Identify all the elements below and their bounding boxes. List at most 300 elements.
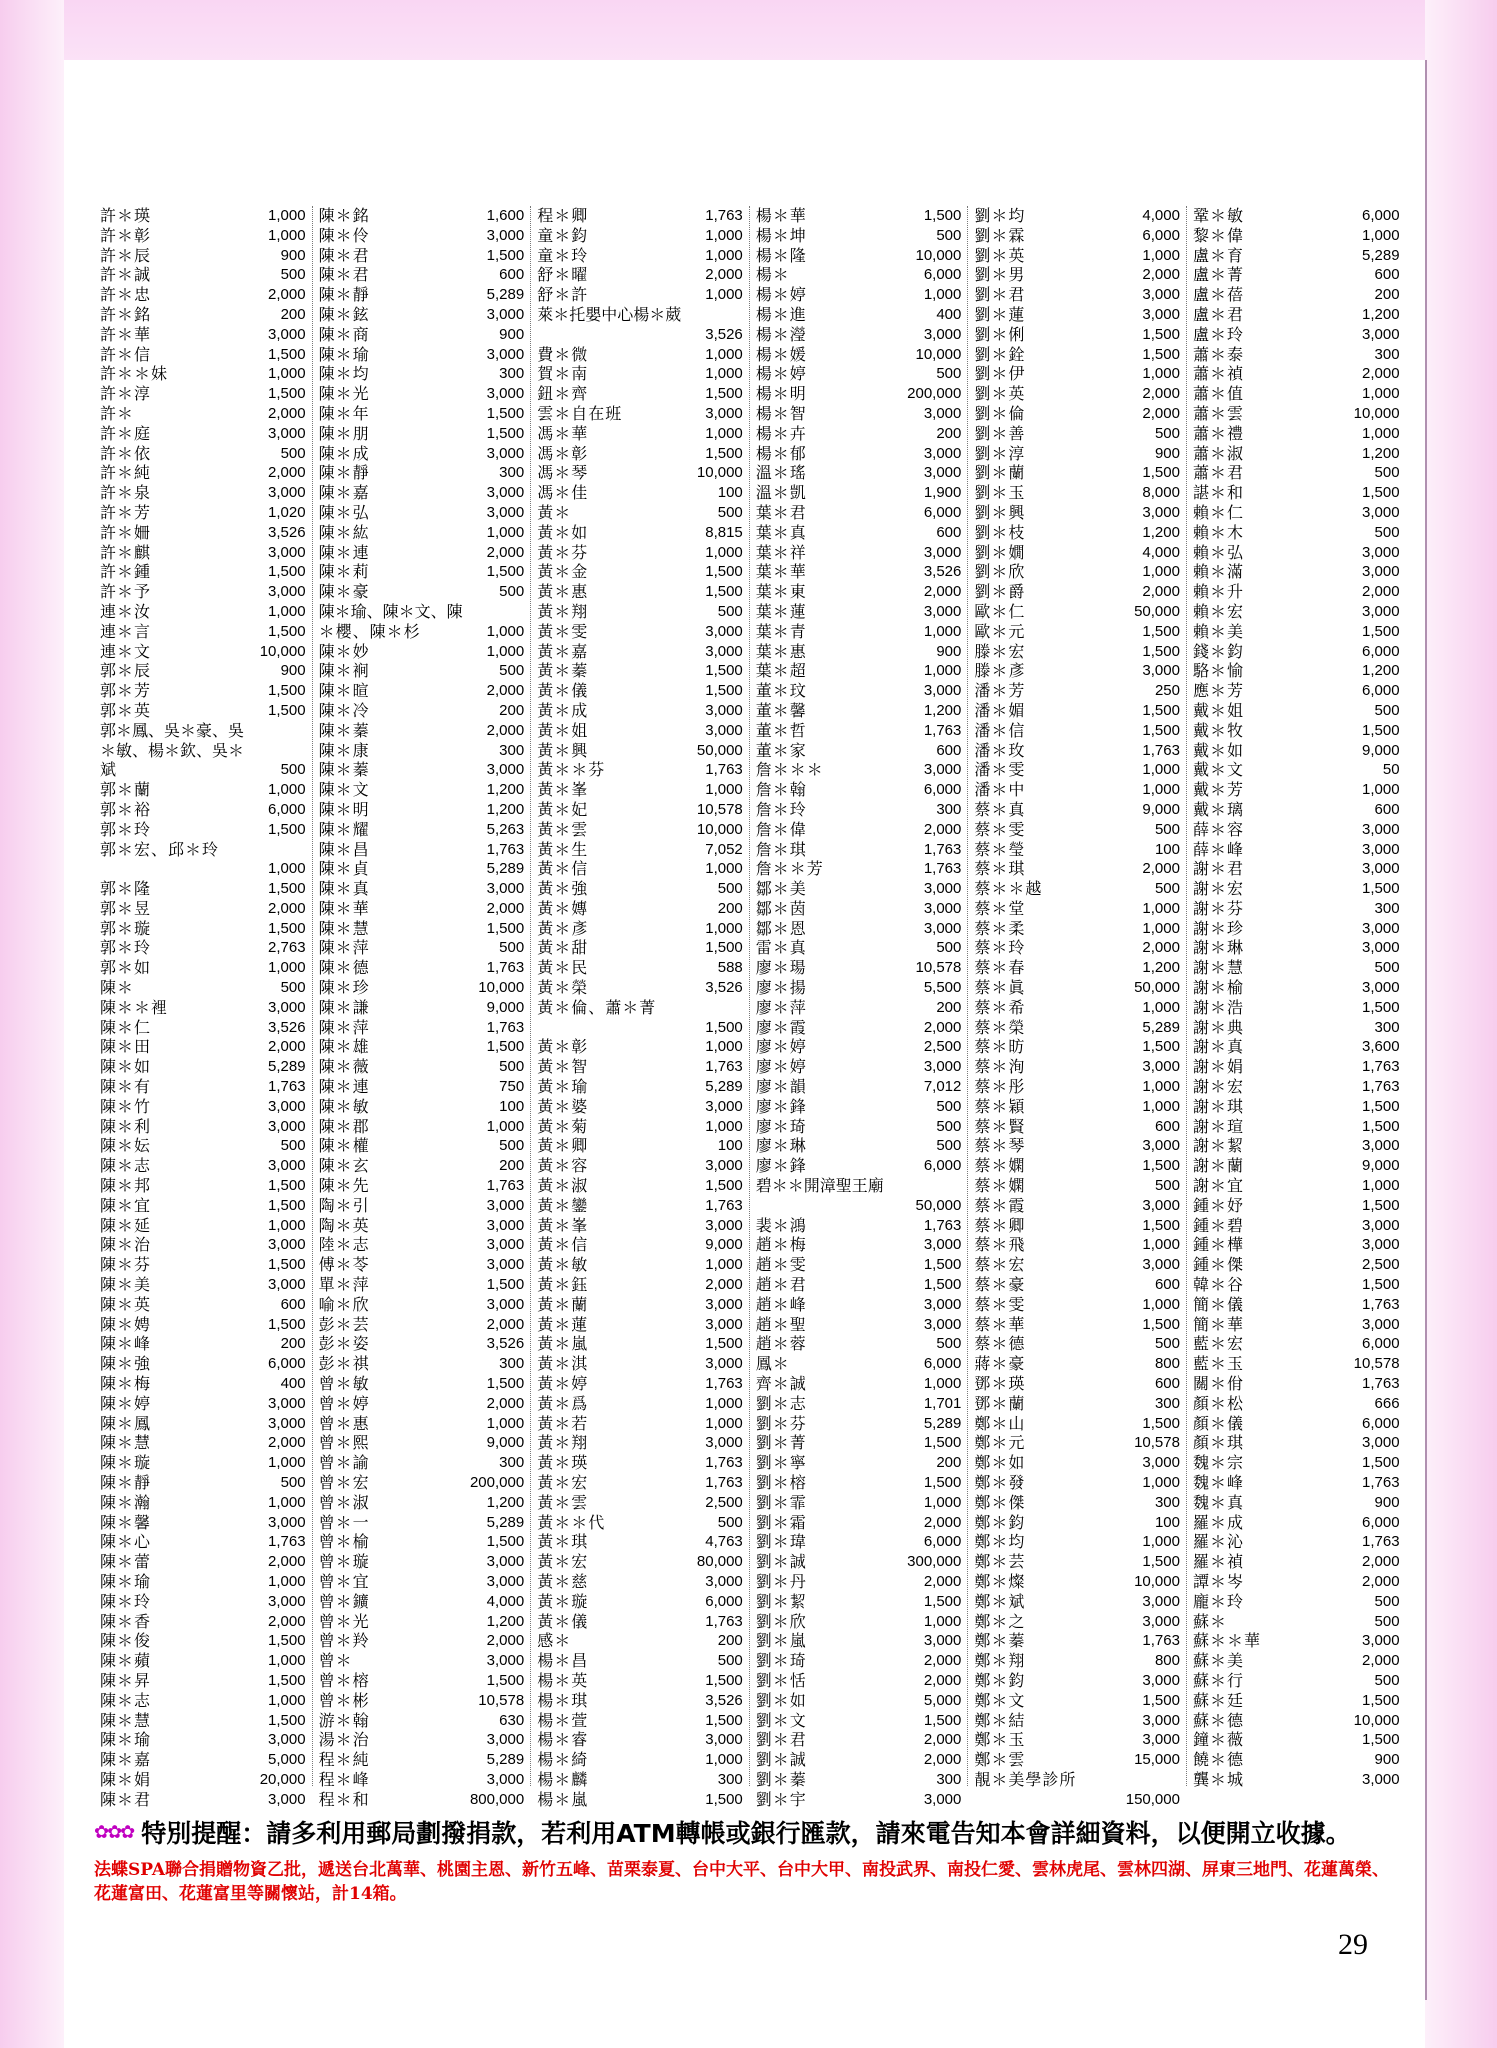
donor-row — [974, 1255, 1180, 1275]
donor-row — [1193, 1295, 1400, 1315]
donor-row — [756, 404, 962, 424]
donation-amount: 3,000 — [1362, 1434, 1400, 1452]
donor-name: 黃＊宏 — [537, 1552, 589, 1572]
donation-amount: 1,500 — [1142, 325, 1180, 343]
donation-amount: 3,000 — [705, 1216, 743, 1234]
donor-name: 楊＊坤 — [755, 225, 807, 245]
donor-name: 楊＊郁 — [755, 443, 807, 463]
donation-amount: 300 — [936, 1770, 962, 1788]
donation-amount: 3,000 — [486, 880, 525, 898]
donation-amount: 3,000 — [923, 761, 962, 779]
donation-amount: 3,000 — [1142, 1058, 1180, 1076]
donation-amount: 1,500 — [268, 1256, 306, 1274]
donor-name: 詹＊玲 — [755, 799, 807, 819]
donor-name: 馮＊彰 — [537, 443, 589, 463]
donor-name: 陳＊瑜、陳＊文、陳 — [318, 601, 463, 621]
page-number: 29 — [1338, 1928, 1368, 1961]
donor-row — [537, 1136, 743, 1156]
donation-amount: 80,000 — [696, 1553, 743, 1571]
donor-row — [100, 1394, 306, 1414]
donor-row — [756, 1493, 962, 1513]
donor-row — [319, 642, 525, 662]
donation-amount: 3,000 — [705, 1157, 743, 1175]
donor-row — [319, 919, 525, 939]
donor-row — [974, 1651, 1180, 1671]
donation-amount: 5,289 — [486, 286, 525, 304]
donation-amount: 3,000 — [1142, 1196, 1180, 1214]
donation-amount: 200 — [936, 998, 962, 1016]
donor-row — [1193, 661, 1400, 681]
donor-name: 曾＊敏 — [318, 1374, 370, 1394]
donor-row — [1193, 741, 1400, 761]
donation-amount: 2,000 — [1142, 266, 1180, 284]
donor-row — [100, 364, 306, 384]
donor-row — [974, 305, 1180, 325]
donor-row — [319, 1255, 525, 1275]
donation-amount: 6,000 — [1362, 1414, 1400, 1432]
donation-amount: 1,000 — [1142, 761, 1180, 779]
donor-name: 劉＊伊 — [974, 364, 1026, 384]
donor-row — [1193, 1730, 1400, 1750]
donor-name: 陳＊慧 — [100, 1433, 152, 1453]
donation-amount: 1,000 — [1142, 1533, 1180, 1551]
donor-name: 蔡＊真 — [974, 799, 1026, 819]
donation-amount: 3,000 — [486, 1731, 525, 1749]
donation-amount: 6,000 — [1362, 1335, 1400, 1353]
donation-amount: 500 — [936, 226, 962, 244]
donor-name: 陳＊峰 — [100, 1334, 152, 1354]
donation-amount: 3,000 — [268, 1394, 306, 1412]
donation-amount: 500 — [280, 1474, 306, 1491]
donor-name: 羅＊禎 — [1192, 1552, 1244, 1572]
donor-name: 曾＊彬 — [318, 1690, 370, 1710]
donor-row — [974, 1196, 1180, 1216]
donor-row — [100, 444, 306, 464]
donor-row — [100, 1770, 306, 1790]
donor-row — [756, 820, 962, 840]
donor-name: 劉＊琦 — [755, 1651, 807, 1671]
donation-amount: 3,000 — [705, 1434, 743, 1452]
donor-name: 陳＊延 — [100, 1215, 152, 1235]
donor-name: 劉＊霖 — [974, 225, 1026, 245]
donor-row — [537, 1532, 743, 1552]
donation-amount: 300 — [499, 741, 525, 759]
donor-name: 蕭＊禮 — [1192, 423, 1244, 443]
donor-name: 詹＊＊芳 — [755, 859, 824, 879]
donor-name: 彭＊祺 — [318, 1354, 370, 1374]
donation-amount: 3,000 — [1362, 503, 1400, 521]
donor-name: 蔡＊柔 — [974, 918, 1026, 938]
donor-name: 陳＊慧 — [318, 918, 370, 938]
donation-amount: 6,000 — [923, 1533, 962, 1551]
donation-amount: 300 — [1154, 1493, 1180, 1511]
donation-amount: 1,500 — [268, 1671, 306, 1689]
donation-amount: 500 — [499, 662, 525, 680]
donor-row — [756, 1612, 962, 1632]
donor-name: 陳＊強 — [100, 1354, 152, 1374]
donor-row — [756, 1473, 962, 1493]
donor-row — [319, 701, 525, 721]
donor-name: 黃＊爲 — [537, 1393, 589, 1413]
donation-amount: 1,701 — [923, 1394, 962, 1412]
donor-row — [974, 899, 1180, 919]
donation-amount: 1,763 — [486, 959, 525, 977]
donor-name: 黃＊金 — [537, 562, 589, 582]
donation-amount: 1,000 — [705, 1394, 743, 1412]
donor-name: 黃＊彰 — [537, 1037, 589, 1057]
donation-amount: 10,000 — [478, 979, 525, 997]
donor-row — [537, 523, 743, 543]
donation-amount: 300 — [499, 1454, 525, 1472]
donor-row — [537, 1730, 743, 1750]
donor-name: 游＊翰 — [318, 1710, 370, 1730]
donation-amount: 3,526 — [268, 523, 306, 541]
donor-name: 盧＊育 — [1192, 245, 1244, 265]
donation-amount: 1,763 — [486, 1177, 525, 1195]
donor-name: 薛＊峰 — [1192, 839, 1244, 859]
donation-amount: 500 — [1374, 1612, 1400, 1630]
donation-amount: 3,000 — [923, 1632, 962, 1650]
donation-amount: 2,000 — [1142, 404, 1180, 422]
donor-row — [1193, 1354, 1400, 1374]
donor-row — [1193, 1176, 1400, 1196]
donor-name: 葉＊青 — [755, 621, 807, 641]
donation-amount: 1,000 — [268, 602, 306, 620]
donor-row — [319, 1730, 525, 1750]
donation-amount: 1,000 — [268, 1216, 306, 1234]
donor-row — [1193, 325, 1400, 345]
donor-name: 陳＊暄 — [318, 681, 370, 701]
donor-row — [319, 1552, 525, 1572]
donor-row — [319, 681, 525, 701]
donation-amount: 100 — [717, 1137, 743, 1155]
donation-amount: 3,000 — [268, 1513, 306, 1531]
donor-name: 楊＊媛 — [755, 344, 807, 364]
donor-name: 陳＊裥 — [318, 661, 370, 681]
donor-name: 蔡＊＊越 — [974, 879, 1043, 899]
donor-row — [537, 1612, 743, 1632]
donation-amount: 2,000 — [268, 286, 306, 304]
donor-name: 陳＊宜 — [100, 1195, 152, 1215]
donor-row — [100, 1711, 306, 1731]
donor-name: 蔡＊德 — [974, 1334, 1026, 1354]
donation-amount: 3,000 — [923, 325, 962, 343]
donor-name: 鄭＊發 — [974, 1473, 1026, 1492]
donor-name: 廖＊婷 — [755, 1037, 807, 1057]
donation-amount: 2,500 — [923, 1038, 962, 1056]
donor-row — [537, 1513, 743, 1533]
donor-row — [537, 919, 743, 939]
donor-row — [974, 859, 1180, 879]
donor-row — [319, 543, 525, 563]
donor-row — [1193, 305, 1400, 325]
donation-amount: 3,000 — [268, 484, 306, 502]
donor-name: 陳＊成 — [318, 443, 370, 463]
donor-row — [1193, 1552, 1400, 1572]
donor-row — [537, 1176, 743, 1196]
donation-amount: 1,763 — [1142, 1632, 1180, 1650]
donor-name: 廖＊琦 — [755, 1116, 807, 1136]
donor-name: 黃＊蘭 — [537, 1294, 589, 1314]
donor-name: 鍾＊樺 — [1192, 1235, 1244, 1255]
donor-name: 黃＊嘉 — [537, 641, 589, 661]
donation-amount: 500 — [936, 1117, 962, 1135]
donor-name: 黃＊芬 — [537, 542, 589, 562]
donation-amount: 1,500 — [268, 345, 306, 363]
donation-amount: 900 — [1154, 444, 1180, 462]
donor-row — [1193, 1592, 1400, 1612]
donor-row — [1193, 562, 1400, 582]
donor-row — [756, 503, 962, 523]
donor-row — [319, 305, 525, 325]
donation-amount: 1,500 — [1362, 1731, 1400, 1749]
donation-amount: 500 — [1154, 820, 1180, 838]
donation-amount: 3,000 — [486, 761, 525, 779]
donor-row — [1193, 503, 1400, 523]
donor-name: 劉＊榕 — [755, 1473, 807, 1492]
donor-name: 曾＊鑛 — [318, 1591, 370, 1611]
donor-row — [319, 741, 525, 761]
donation-amount: 5,000 — [923, 1691, 962, 1709]
donor-row — [537, 1453, 743, 1473]
donor-name: 碧＊＊開漳聖王廟 — [755, 1176, 884, 1196]
donation-amount: 1,500 — [705, 1177, 743, 1195]
donor-name: 陸＊志 — [318, 1235, 370, 1255]
donation-amount: 2,000 — [486, 721, 525, 739]
donation-amount: 500 — [717, 602, 743, 620]
donor-name: 黃＊瑜 — [537, 1077, 589, 1097]
donor-row — [756, 840, 962, 860]
donor-name: 郭＊昱 — [100, 898, 152, 918]
donor-name: 趙＊聖 — [755, 1314, 807, 1334]
donor-row — [974, 919, 1180, 939]
donor-name: 龔＊城 — [1192, 1769, 1244, 1789]
donor-name: 謝＊宜 — [1192, 1176, 1244, 1196]
donation-amount: 3,000 — [486, 385, 525, 403]
donor-row — [974, 622, 1180, 642]
donor-row — [1193, 1018, 1400, 1038]
donor-name: 簡＊儀 — [1192, 1294, 1244, 1314]
donor-row — [537, 463, 743, 483]
donation-amount: 2,763 — [268, 939, 306, 957]
donor-row — [319, 859, 525, 879]
donor-row — [100, 384, 306, 404]
donation-amount: 6,000 — [1362, 1513, 1400, 1531]
donor-name: 郭＊辰 — [100, 661, 152, 681]
donor-row — [974, 1117, 1180, 1137]
donor-row — [1193, 958, 1400, 978]
donation-amount: 1,763 — [268, 1078, 306, 1096]
donation-amount: 1,500 — [1142, 622, 1180, 640]
donor-name: 馮＊佳 — [537, 483, 589, 503]
donor-name: 鄭＊山 — [974, 1413, 1026, 1433]
donor-row — [1193, 998, 1400, 1018]
donor-name: 黃＊璇 — [537, 1591, 589, 1611]
donor-name: 劉＊玉 — [974, 483, 1026, 503]
donor-row — [537, 642, 743, 662]
donor-column-1 — [94, 206, 313, 1809]
donor-row — [319, 1513, 525, 1533]
donor-name: 黃＊鈺 — [537, 1275, 589, 1295]
donor-row — [319, 1097, 525, 1117]
donor-row — [1193, 978, 1400, 998]
donor-name: 曾＊榆 — [318, 1532, 370, 1552]
donor-row — [537, 701, 743, 721]
donor-name: 鈕＊齊 — [537, 384, 589, 404]
donor-row — [1193, 1711, 1400, 1731]
donor-row — [1193, 1433, 1400, 1453]
donor-row — [756, 1374, 962, 1394]
donation-amount: 1,500 — [923, 1276, 962, 1294]
donation-amount: 1,000 — [1362, 1177, 1400, 1195]
donation-amount: 3,000 — [705, 1097, 743, 1115]
donation-amount: 500 — [280, 266, 306, 284]
donor-name: 蔡＊玲 — [974, 938, 1026, 958]
donation-amount: 500 — [280, 444, 306, 462]
donation-amount: 800,000 — [469, 1790, 525, 1808]
donation-amount: 500 — [499, 939, 525, 957]
donation-amount: 1,000 — [268, 207, 306, 224]
donor-name: 陳＊耀 — [318, 819, 370, 839]
donation-amount: 2,000 — [1362, 1553, 1400, 1571]
donation-amount: 50,000 — [696, 741, 743, 759]
donor-row — [756, 1711, 962, 1731]
donation-amount: 5,289 — [486, 1513, 525, 1531]
donation-amount: 1,000 — [923, 1375, 962, 1393]
donation-amount: 900 — [1374, 1493, 1400, 1511]
donor-name: 劉＊君 — [755, 1730, 807, 1750]
donor-row — [537, 1691, 743, 1711]
donor-name: 陳＊玄 — [318, 1156, 370, 1176]
donor-name: 陳＊伶 — [318, 225, 370, 245]
donor-name: 劉＊男 — [974, 265, 1026, 285]
donor-name: 趙＊峰 — [755, 1294, 807, 1314]
donor-row — [319, 1394, 525, 1414]
donation-amount: 5,289 — [486, 860, 525, 878]
donor-name: 賴＊美 — [1192, 621, 1244, 641]
donor-row — [100, 1097, 306, 1117]
donor-row — [319, 226, 525, 246]
donor-row — [756, 760, 962, 780]
donation-amount: 20,000 — [259, 1770, 306, 1788]
donation-amount: 3,000 — [923, 444, 962, 462]
donor-row — [974, 364, 1180, 384]
donor-name: 黎＊偉 — [1192, 225, 1244, 245]
donor-row — [319, 1711, 525, 1731]
donor-row — [1193, 1196, 1400, 1216]
donation-amount: 1,500 — [705, 1790, 743, 1808]
donor-name: 陳＊君 — [318, 265, 370, 285]
donor-row — [100, 1275, 306, 1295]
donor-row — [100, 503, 306, 523]
donation-amount: 3,000 — [705, 1295, 743, 1313]
donor-name: 楊＊華 — [755, 206, 807, 225]
donor-name: 楊＊婷 — [755, 285, 807, 305]
donation-amount: 3,600 — [1362, 1038, 1400, 1056]
donation-amount: 6,000 — [1362, 642, 1400, 660]
donor-name: 黃＊翔 — [537, 1433, 589, 1453]
donation-amount: 1,500 — [1362, 1196, 1400, 1214]
donation-amount: 1,000 — [268, 365, 306, 383]
donation-amount: 500 — [1374, 701, 1400, 719]
donation-amount: 6,000 — [1362, 207, 1400, 224]
donor-row — [1193, 1216, 1400, 1236]
donor-row — [100, 622, 306, 642]
donor-row — [100, 1671, 306, 1691]
donor-row — [319, 285, 525, 305]
donor-name: 盧＊菁 — [1192, 265, 1244, 285]
donor-name: 歐＊元 — [974, 621, 1026, 641]
donor-name: 蔡＊希 — [974, 997, 1026, 1017]
donation-amount: 7,052 — [705, 840, 743, 858]
donation-amount: 15,000 — [1134, 1751, 1180, 1769]
donor-row — [100, 721, 306, 741]
donor-name: 黃＊榮 — [537, 978, 589, 998]
donation-amount: 6,000 — [268, 800, 306, 818]
donor-name: 廖＊霞 — [755, 1017, 807, 1037]
donor-name: 羅＊成 — [1192, 1512, 1244, 1532]
donor-name: 陳＊瑜 — [100, 1730, 152, 1750]
donor-name: 董＊馨 — [755, 700, 807, 720]
donation-amount: 1,500 — [705, 939, 743, 957]
donor-name: 曾＊熙 — [318, 1433, 370, 1453]
donor-name: 連＊言 — [100, 621, 152, 641]
donor-row — [100, 760, 306, 780]
donation-amount: 2,000 — [923, 1671, 962, 1689]
donor-name: 郭＊如 — [100, 958, 152, 978]
donor-row — [974, 800, 1180, 820]
donor-row — [756, 780, 962, 800]
donation-amount: 1,000 — [705, 860, 743, 878]
donor-row — [537, 1671, 743, 1691]
donor-row — [756, 1651, 962, 1671]
donor-column-3 — [531, 206, 750, 1809]
donor-row — [100, 1037, 306, 1057]
donation-amount: 1,200 — [923, 701, 962, 719]
donor-name: 劉＊宇 — [755, 1789, 807, 1809]
donation-amount: 3,000 — [705, 622, 743, 640]
donor-name: 曾＊璇 — [318, 1552, 370, 1572]
donation-amount: 2,000 — [268, 404, 306, 422]
donation-amount: 3,000 — [923, 464, 962, 482]
donor-name: 黃＊智 — [537, 1057, 589, 1077]
donor-row — [756, 1730, 962, 1750]
donation-amount: 3,000 — [268, 1157, 306, 1175]
donor-row — [974, 1592, 1180, 1612]
donor-name: 蔡＊瑩 — [974, 839, 1026, 859]
donor-name: 陳＊俊 — [100, 1631, 152, 1651]
donation-amount: 1,763 — [923, 860, 962, 878]
donation-amount: 1,500 — [268, 385, 306, 403]
donation-amount: 6,000 — [268, 1355, 306, 1373]
donor-name: 陳＊莉 — [318, 562, 370, 582]
donor-name: 馮＊琴 — [537, 463, 589, 483]
donor-name: 董＊玟 — [755, 681, 807, 701]
donor-row — [1193, 840, 1400, 860]
donation-amount: 1,000 — [1142, 365, 1180, 383]
donor-row — [974, 1057, 1180, 1077]
donor-name: 連＊文 — [100, 641, 152, 661]
donation-amount: 3,000 — [705, 701, 743, 719]
donor-name: 謝＊浩 — [1192, 997, 1244, 1017]
donor-row — [100, 840, 306, 860]
donor-name: 陳＊先 — [318, 1176, 370, 1196]
donor-name: 鄭＊傑 — [974, 1492, 1026, 1512]
donor-name: 潘＊媚 — [974, 700, 1026, 720]
donor-name: 韓＊谷 — [1192, 1275, 1244, 1295]
donation-amount: 1,763 — [1362, 1295, 1400, 1313]
donor-name: 陳＊志 — [100, 1690, 152, 1710]
